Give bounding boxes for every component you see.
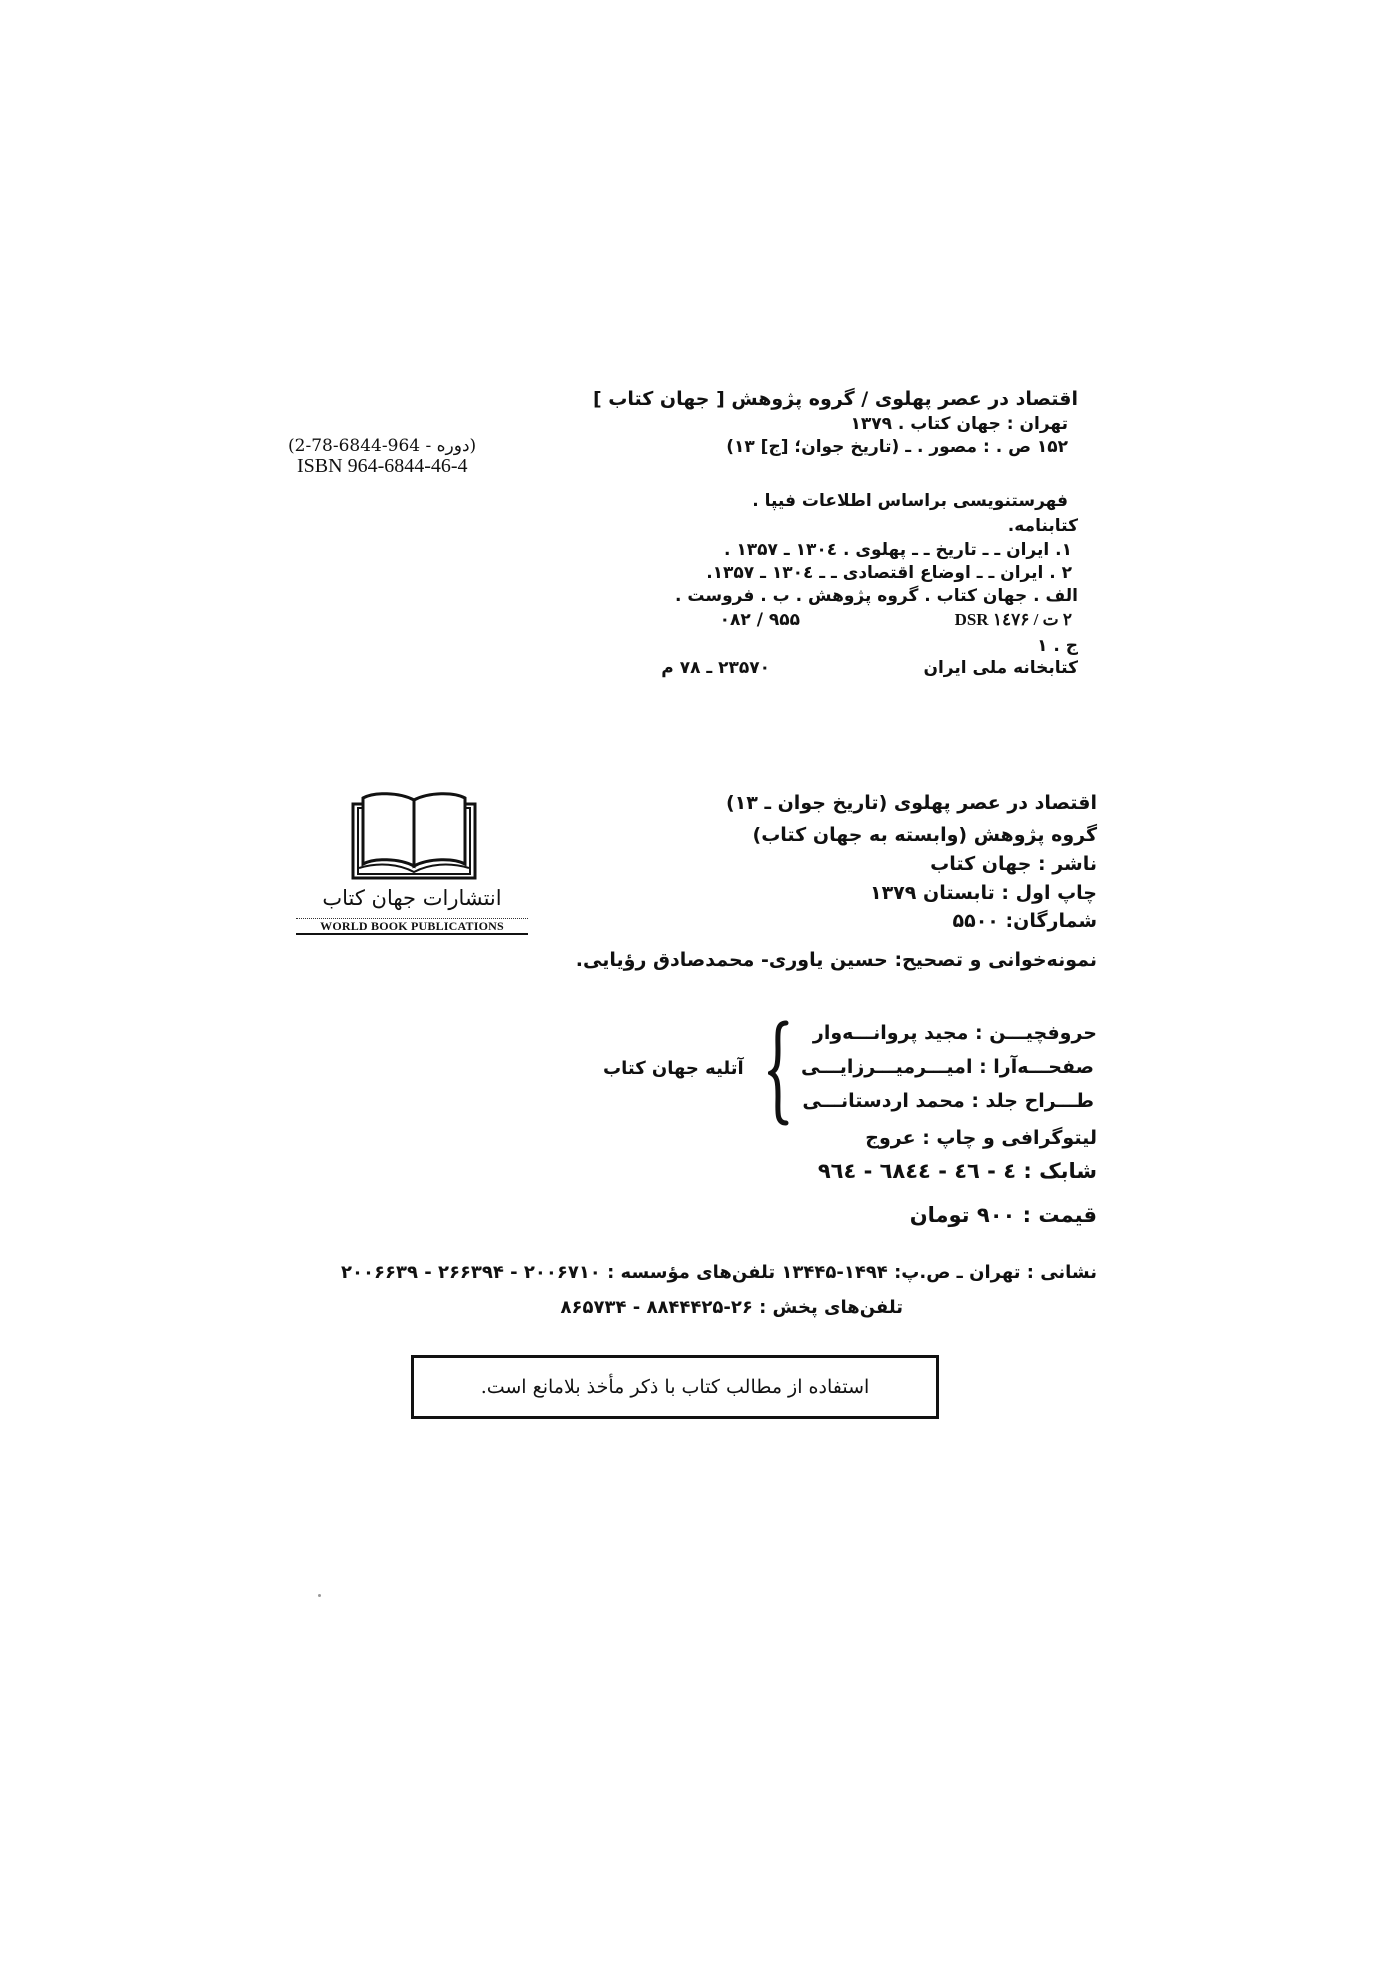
- cip-publication: تهران : جهان کتاب . ۱۳۷۹: [850, 414, 1068, 434]
- price: قیمت : ۹۰۰ تومان: [909, 1203, 1097, 1227]
- distribution-phones: تلفن‌های پخش : ۲۶-۸۸۴۴۴۲۵ - ۸۶۵۷۳۴: [560, 1297, 903, 1318]
- fipa-note: فهرستنویسی براساس اطلاعات فیپا .: [752, 491, 1068, 511]
- national-library: کتابخانه ملی ایران: [923, 658, 1078, 678]
- dewey-classification: ۹۵۵ / ۰۸۲: [719, 610, 800, 630]
- publisher: ناشر : جهان کتاب: [930, 853, 1097, 875]
- book-author: گروه پژوهش (وابسته به جهان کتاب): [752, 824, 1097, 846]
- cover-design: طـــراح جلد : محمد اردستانـــی: [802, 1090, 1094, 1112]
- copyright-notice-box: [411, 1355, 939, 1419]
- curly-brace: [768, 1020, 790, 1126]
- shabak: شابک : ٤ - ٤٦ - ٦٨٤٤ - ٩٦٤: [817, 1159, 1097, 1183]
- page-layout: صفحـــه‌آرا : امیـــرمیـــرزایـــی: [801, 1056, 1094, 1078]
- bibliography-note: کتابنامه.: [1007, 516, 1078, 536]
- subject-2: ۲ . ایران ـ ـ اوضاع اقتصادی ـ ـ ۱۳۰٤ ـ ۱۳۵۷.: [706, 563, 1072, 583]
- set-isbn: (دوره - 964-6844-78-2): [288, 436, 477, 456]
- typesetting: حروفچیـــن : مجید پروانـــه‌وار: [812, 1022, 1097, 1044]
- cip-physical-description: ۱۵۲ ص . : مصور . ـ (تاریخ جوان؛ [ج] ۱۳): [726, 437, 1068, 457]
- proofreading: نمونه‌خوانی و تصحیح: حسین یاوری- محمدصادق رؤیایی.: [575, 949, 1097, 971]
- open-book-icon: [349, 790, 479, 882]
- publisher-name-en: WORLD BOOK PUBLICATIONS: [296, 918, 528, 935]
- lithography-printing: لیتوگرافی و چاپ : عروج: [865, 1127, 1097, 1149]
- atelier: آتلیه جهان کتاب: [603, 1058, 744, 1079]
- address-line: نشانی : تهران ـ ص.پ: ۱۴۹۴-۱۳۴۴۵ تلفن‌های مؤسسه : ۲۰۰۶۷۱۰ - ۲۶۶۳۹۴ - ۲۰۰۶۶۳۹: [341, 1262, 1097, 1283]
- copyright-notice: استفاده از مطالب کتاب با ذکر مأخذ بلامانع است.: [480, 1376, 870, 1398]
- scan-speck: [318, 1594, 321, 1597]
- library-number: ۲۳۵۷۰ ـ ۷۸ م: [661, 658, 770, 678]
- edition: چاپ اول : تابستان ۱۳۷۹: [869, 882, 1097, 904]
- print-run: شمارگان: ۵۵۰۰: [952, 910, 1097, 932]
- book-title: اقتصاد در عصر پهلوی (تاریخ جوان ـ ۱۳): [725, 792, 1097, 814]
- subject-1: ۱. ایران ـ ـ تاریخ ـ ـ پهلوی . ۱۳۰٤ ـ ۱۳۵۷ .: [724, 540, 1072, 560]
- cip-title: اقتصاد در عصر پهلوی / گروه پژوهش [ جهان کتاب ]: [592, 388, 1078, 410]
- lc-classification: ۲ ت / DSR ۱٤۷۶: [954, 610, 1072, 629]
- isbn: ISBN 964-6844-46-4: [297, 455, 468, 477]
- publisher-logo: [292, 790, 532, 940]
- publisher-name-fa: انتشارات جهان کتاب: [322, 886, 502, 910]
- volume: ج . ۱: [1037, 636, 1078, 656]
- added-entries: الف . جهان کتاب . گروه پژوهش . ب . فروست .: [675, 586, 1078, 606]
